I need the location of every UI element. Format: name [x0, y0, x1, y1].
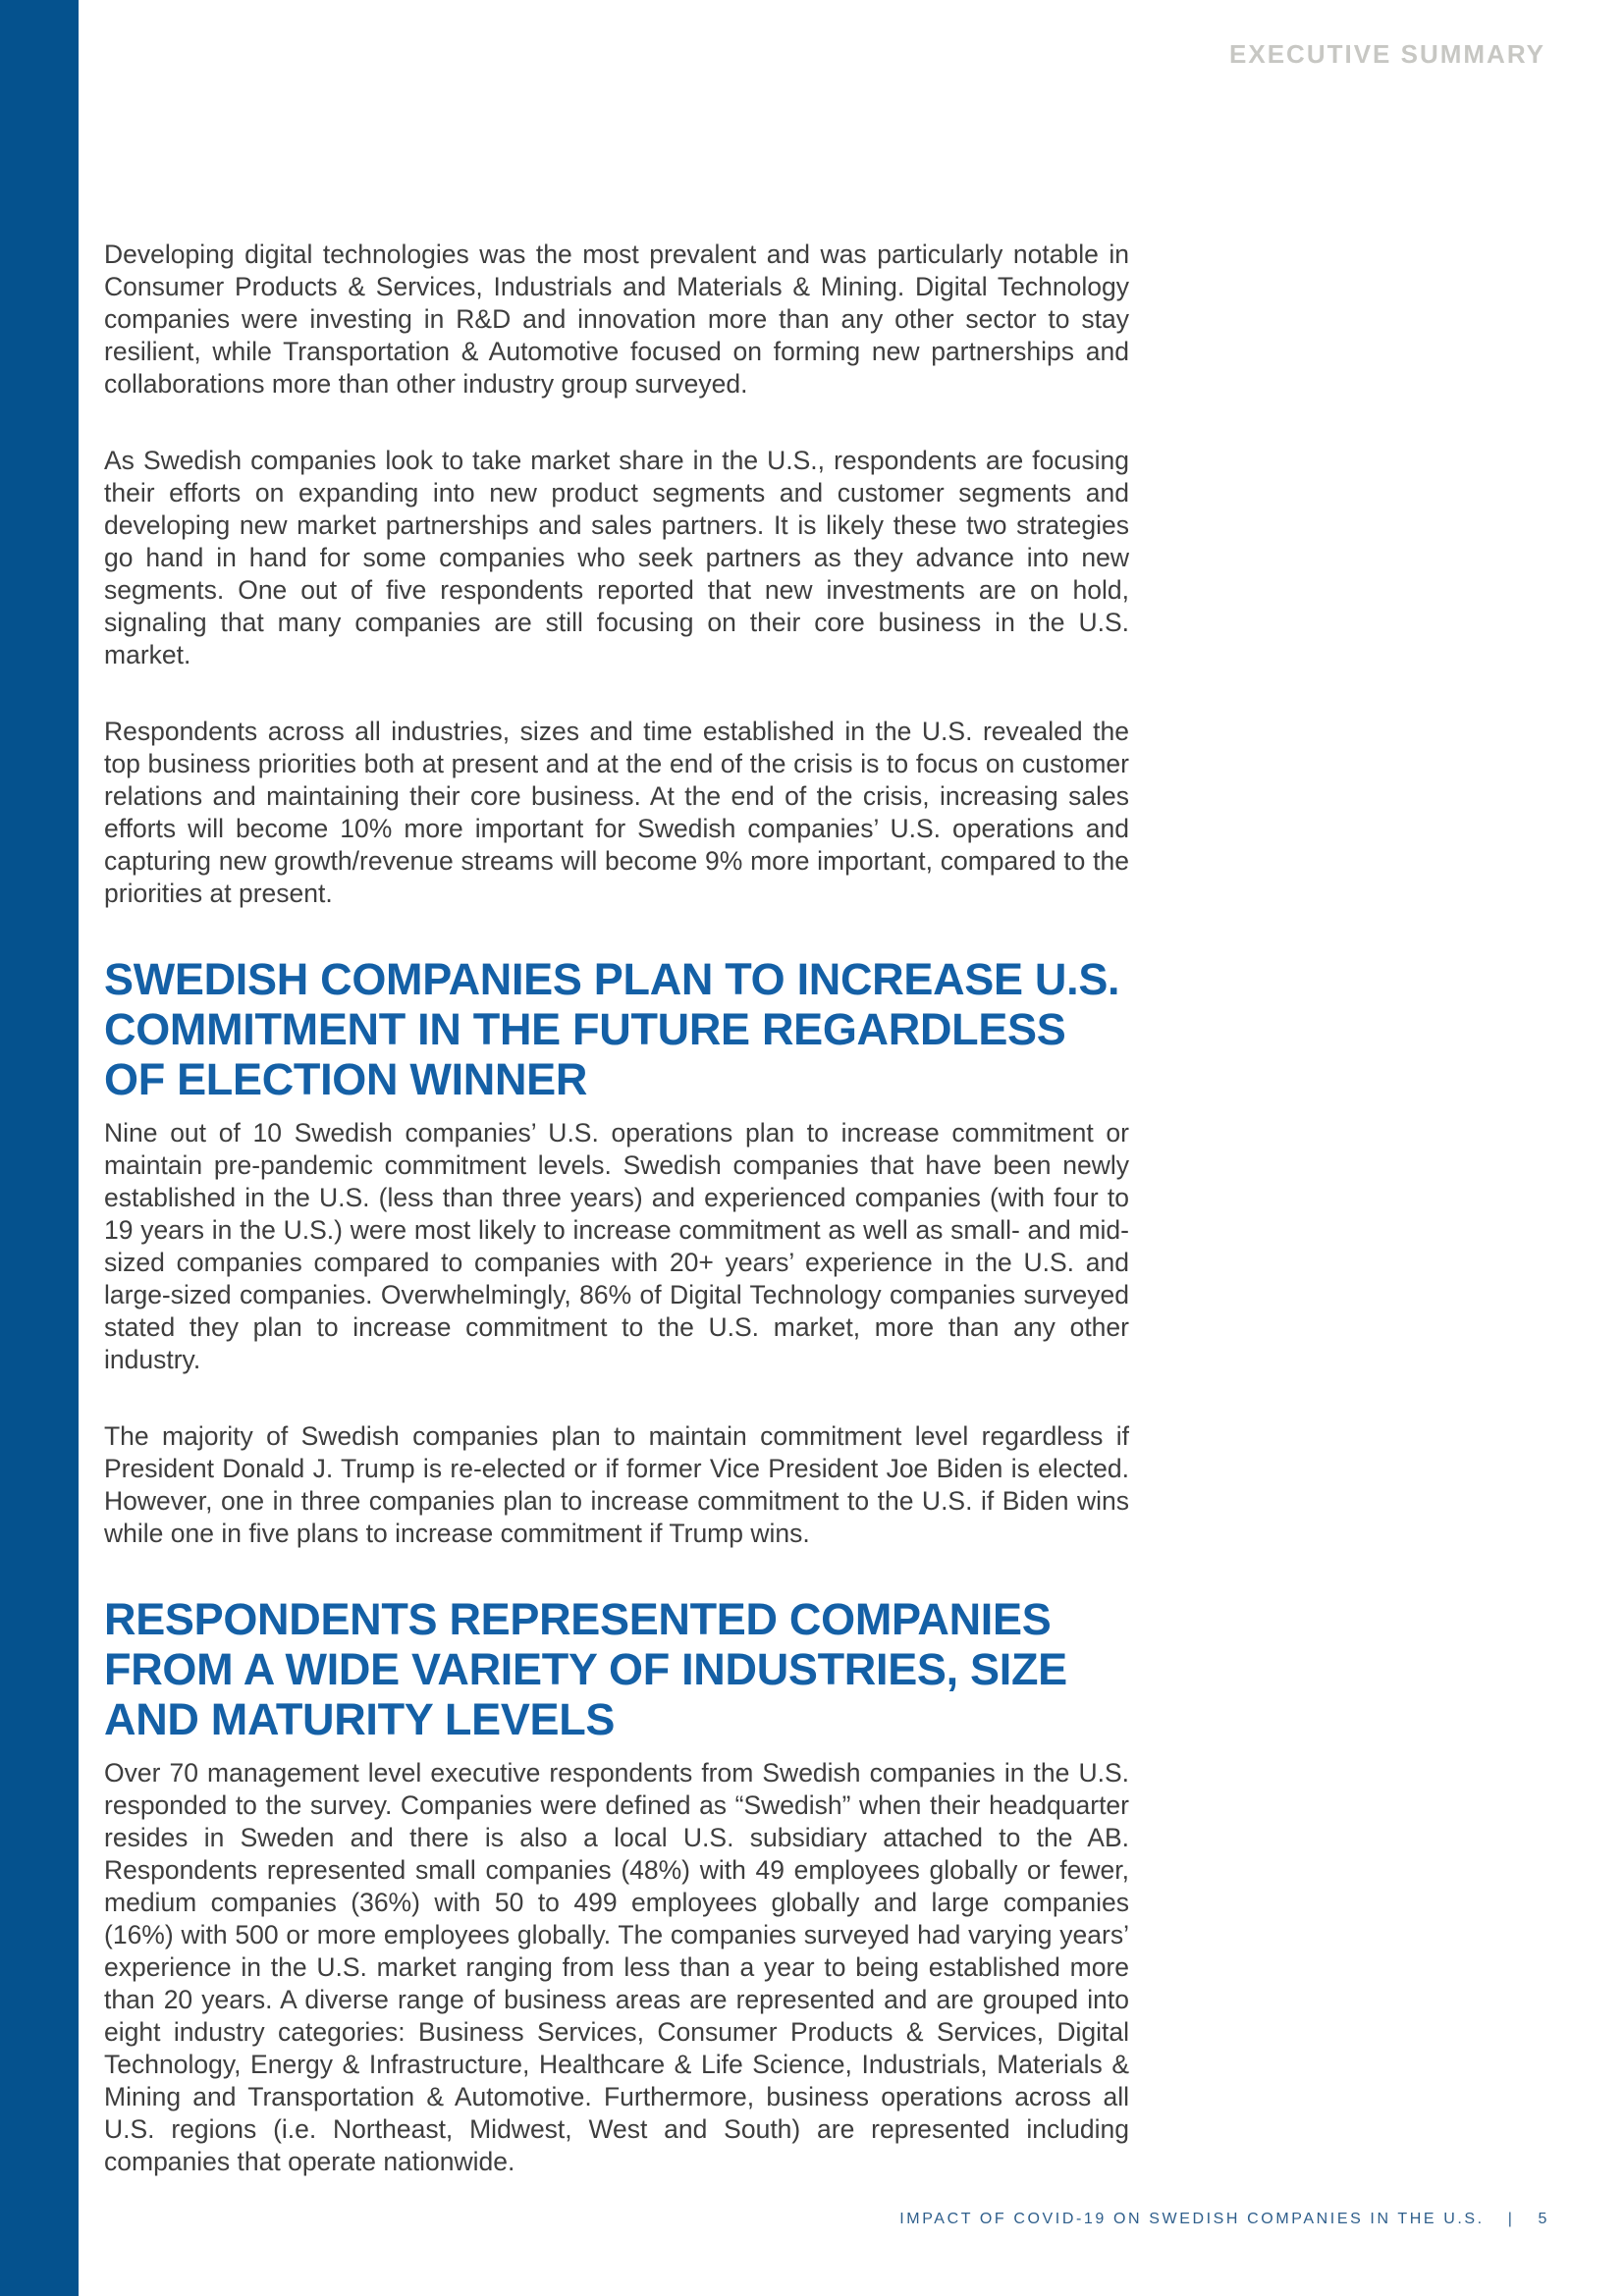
paragraph-market-share: As Swedish companies look to take market share in the U.S., respondents are focusing their efforts on expanding into new product segments and customer segments and developing new market partnerships and sales partners. It is likely these two strategies go hand in hand for some companies who seek partners as they advance into new segments. One out of five respondents reported that new investments are on hold, signaling that many companies are still focusing on their core business in the U.S. market. [104, 446, 1129, 669]
paragraph-business-priorities: Respondents across all industries, sizes and time established in the U.S. revealed the top business priorities both at present and at the end of the crisis is to focus on customer relations and maintaining their core business. At the end of the crisis, increasing sales efforts will become 10% more important for Swedish companies’ U.S. operations and capturing new growth/revenue streams will become 9% more important, compared to the priorities at present. [104, 717, 1129, 908]
paragraph-respondent-demographics: Over 70 management level executive respondents from Swedish companies in the U.S. responded to the survey. Companies were defined as “Swedish” when their headquarter resides in Sweden and there is also a local U.S. subsidiary attached to the AB. Respondents represented small companies (48%) with 49 employees globally or fewer, medium companies (36%) with 50 to 499 employees globally and large companies (16%) with 500 or more employees globally. The companies surveyed had varying years’ experience in the U.S. market ranging from less than a year to being established more than 20 years. A diverse range of business areas are represented and are grouped into eight industry categories: Business Services, Consumer Products & Services, Digital Technology, Energy & Infrastructure, Healthcare & Life Science, Industrials, Materials & Mining and Transportation & Automotive. Furthermore, business operations across all U.S. regions (i.e. Northeast, Midwest, West and South) are represented including companies that operate nationwide. [104, 1758, 1129, 2176]
page-footer [899, 2211, 1549, 2228]
footer-separator: | [1507, 2211, 1515, 2227]
heading-commitment-election: SWEDISH COMPANIES PLAN TO INCREASE U.S. COMMITMENT IN THE FUTURE REGARDLESS OF ELECTION WINNER [104, 954, 1120, 1104]
paragraph-increase-commitment: Nine out of 10 Swedish companies’ U.S. operations plan to increase commitment or maintain pre-pandemic commitment levels. Swedish companies that have been newly established in the U.S. (less than three years) and experienced companies (with four to 19 years in the U.S.) were most likely to increase commitment as well as small- and mid-sized companies compared to companies with 20+ years’ experience in the U.S. and large-sized companies. Overwhelmingly, 86% of Digital Technology companies surveyed stated they plan to increase commitment to the U.S. market, more than any other industry. [104, 1118, 1129, 1374]
footer-report-title: IMPACT OF COVID-19 ON SWEDISH COMPANIES IN THE U.S. [899, 2211, 1485, 2227]
left-accent-bar [0, 0, 79, 2296]
content-column [104, 239, 1129, 2222]
paragraph-trump-biden: The majority of Swedish companies plan to maintain commitment level regardless if President Donald J. Trump is re-elected or if former Vice President Joe Biden is elected. However, one in three companies plan to increase commitment to the U.S. if Biden wins while one in five plans to increase commitment if Trump wins. [104, 1421, 1129, 1548]
footer-page-number: 5 [1538, 2211, 1549, 2227]
paragraph-digital-technologies: Developing digital technologies was the most prevalent and was particularly notable in Consumer Products & Services, Industrials and Materials & Mining. Digital Technology companies were investing in R&D and innovation more than any other sector to stay resilient, while Transportation & Automotive focused on forming new partnerships and collaborations more than other industry group surveyed. [104, 240, 1129, 399]
heading-respondents-variety: RESPONDENTS REPRESENTED COMPANIES FROM A WIDE VARIETY OF INDUSTRIES, SIZE AND MATURITY LEVELS [104, 1594, 1067, 1744]
section-label-executive-summary: EXECUTIVE SUMMARY [1229, 39, 1545, 69]
